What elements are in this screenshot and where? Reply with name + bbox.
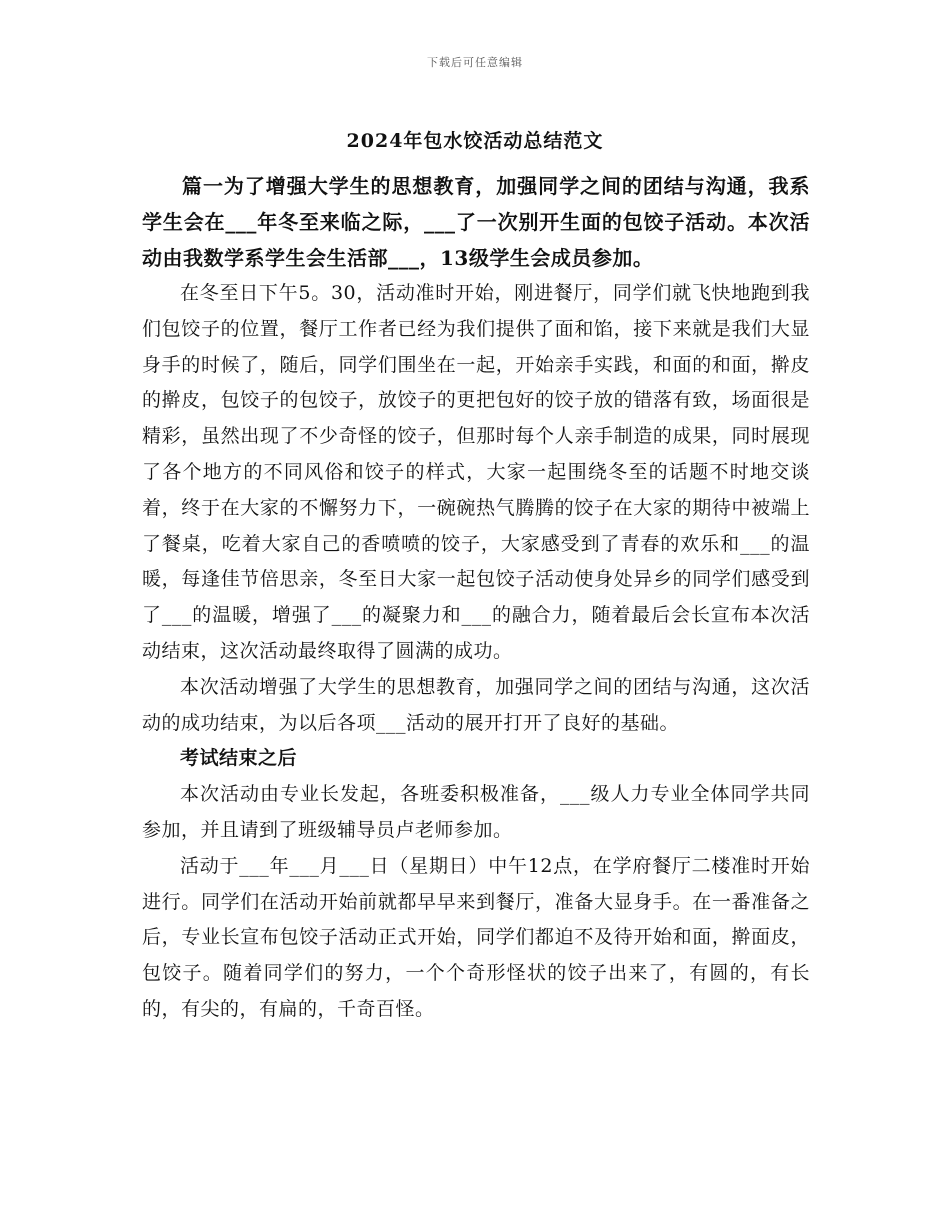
intro-paragraph: 篇一为了增强大学生的思想教育，加强同学之间的团结与沟通，我系学生会在___年冬至来临之际，___了一次别开生面的包饺子活动。本次活动由我数学系学生会生活部___，13级学生会成员参加。 (142, 174, 810, 270)
header-note: 下载后可任意编辑 (427, 56, 523, 69)
body-paragraph-3: 本次活动由专业长发起，各班委积极准备，___级人力专业全体同学共同参加，并且请到了班级辅导员卢老师参加。 (142, 783, 810, 841)
body-paragraph-4: 活动于___年___月___日（星期日）中午12点，在学府餐厅二楼准时开始进行。同学们在活动开始前就都早早来到餐厅，准备大显身手。在一番准备之后，专业长宣布包饺子活动正式开始，同学们都迫不及待开始和面，擀面皮，包饺子。随着同学们的努力，一个个奇形怪状的饺子出来了，有圆的，有长的，有尖的，有扁的，千奇百怪。 (142, 854, 810, 1020)
body-paragraph-1: 在冬至日下午5。30，活动准时开始，刚进餐厅，同学们就飞快地跑到我们包饺子的位置，餐厅工作者已经为我们提供了面和馅，接下来就是我们大显身手的时候了，随后，同学们围坐在一起，开始亲手实践，和面的和面，擀皮的擀皮，包饺子的包饺子，放饺子的更把包好的饺子放的错落有致，场面很是精彩，虽然出现了不少奇怪的饺子，但那时每个人亲手制造的成果，同时展现了各个地方的不同风俗和饺子的样式，大家一起围绕冬至的话题不时地交谈着，终于在大家的不懈努力下，一碗碗热气腾腾的饺子在大家的期待中被端上了餐桌，吃着大家自己的香喷喷的饺子，大家感受到了青春的欢乐和___的温暖，每逢佳节倍思亲，冬至日大家一起包饺子活动使身处异乡的同学们感受到了___的温暖，增强了___的凝聚力和___的融合力，随着最后会长宣布本次活动结束，这次活动最终取得了圆满的成功。 (142, 282, 810, 662)
body-paragraph-2: 本次活动增强了大学生的思想教育，加强同学之间的团结与沟通，这次活动的成功结束，为以后各项___活动的展开打开了良好的基础。 (142, 675, 810, 734)
section-subheading: 考试结束之后 (180, 747, 298, 770)
document-title: 2024年包水饺活动总结范文 (346, 130, 604, 152)
document-body (142, 168, 810, 1028)
